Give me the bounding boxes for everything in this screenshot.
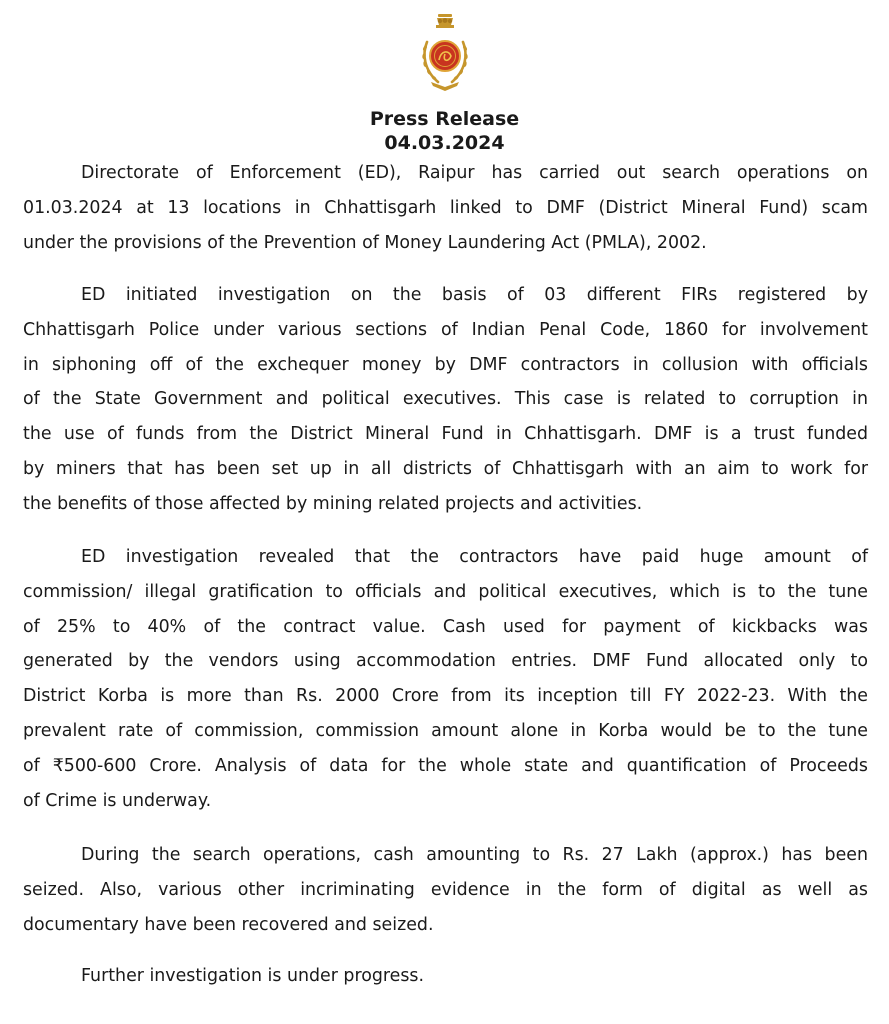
- paragraph-line: Chhattisgarh Police under various sections of Indian Penal Code, 1860 for involvement: [23, 319, 868, 340]
- paragraph-line: of Crime is underway.: [23, 790, 212, 811]
- paragraph-line: 01.03.2024 at 13 locations in Chhattisgarh linked to DMF (District Mineral Fund) scam: [23, 197, 868, 218]
- paragraph-line: by miners that has been set up in all districts of Chhattisgarh with an aim to work for: [23, 458, 868, 479]
- paragraph-line: prevalent rate of commission, commission amount alone in Korba would be to the tune: [23, 720, 868, 741]
- paragraph-line: District Korba is more than Rs. 2000 Crore from its inception till FY 2022-23. With the: [23, 686, 868, 707]
- paragraph-line: During the search operations, cash amounting to Rs. 27 Lakh (approx.) has been: [81, 845, 868, 865]
- paragraph-line: under the provisions of the Prevention of Money Laundering Act (PMLA), 2002.: [23, 232, 707, 253]
- paragraph-search-operations: [23, 156, 868, 260]
- paragraph-line: of 25% to 40% of the contract value. Cash used for payment of kickbacks was: [23, 616, 868, 637]
- paragraph-line: of the State Government and political executives. This case is related to corruption in: [23, 389, 868, 410]
- paragraph-line: of ₹500-600 Crore. Analysis of data for the whole state and quantification of Proceeds: [23, 755, 868, 776]
- ed-emblem-icon: [414, 12, 476, 92]
- paragraph-line: Further investigation is under progress.: [81, 966, 425, 986]
- paragraph-line: the benefits of those affected by mining related projects and activities.: [23, 493, 643, 514]
- paragraph-investigation-basis: [23, 278, 868, 522]
- paragraph-line: the use of funds from the District Mineral Fund in Chhattisgarh. DMF is a trust funded: [23, 424, 868, 445]
- paragraph-line: ED investigation revealed that the contractors have paid huge amount of: [81, 547, 868, 567]
- paragraph-line: generated by the vendors using accommodation entries. DMF Fund allocated only to: [23, 651, 868, 672]
- paragraph-line: in siphoning off of the exchequer money by DMF contractors in collusion with officials: [23, 354, 868, 375]
- paragraph-line: ED initiated investigation on the basis of 03 different FIRs registered by: [81, 285, 868, 305]
- paragraph-further-investigation: [23, 959, 868, 994]
- release-date: 04.03.2024: [384, 132, 505, 154]
- paragraph-line: commission/ illegal gratification to officials and political executives, which is to the tune: [23, 581, 868, 602]
- paragraph-line: documentary have been recovered and seized.: [23, 914, 434, 935]
- page-title: Press Release: [369, 108, 520, 130]
- paragraph-line: Directorate of Enforcement (ED), Raipur has carried out search operations on: [81, 163, 868, 183]
- paragraph-seizure: [23, 838, 868, 942]
- paragraph-line: seized. Also, various other incriminating evidence in the form of digital as well as: [23, 879, 868, 900]
- paragraph-investigation-findings: [23, 540, 868, 818]
